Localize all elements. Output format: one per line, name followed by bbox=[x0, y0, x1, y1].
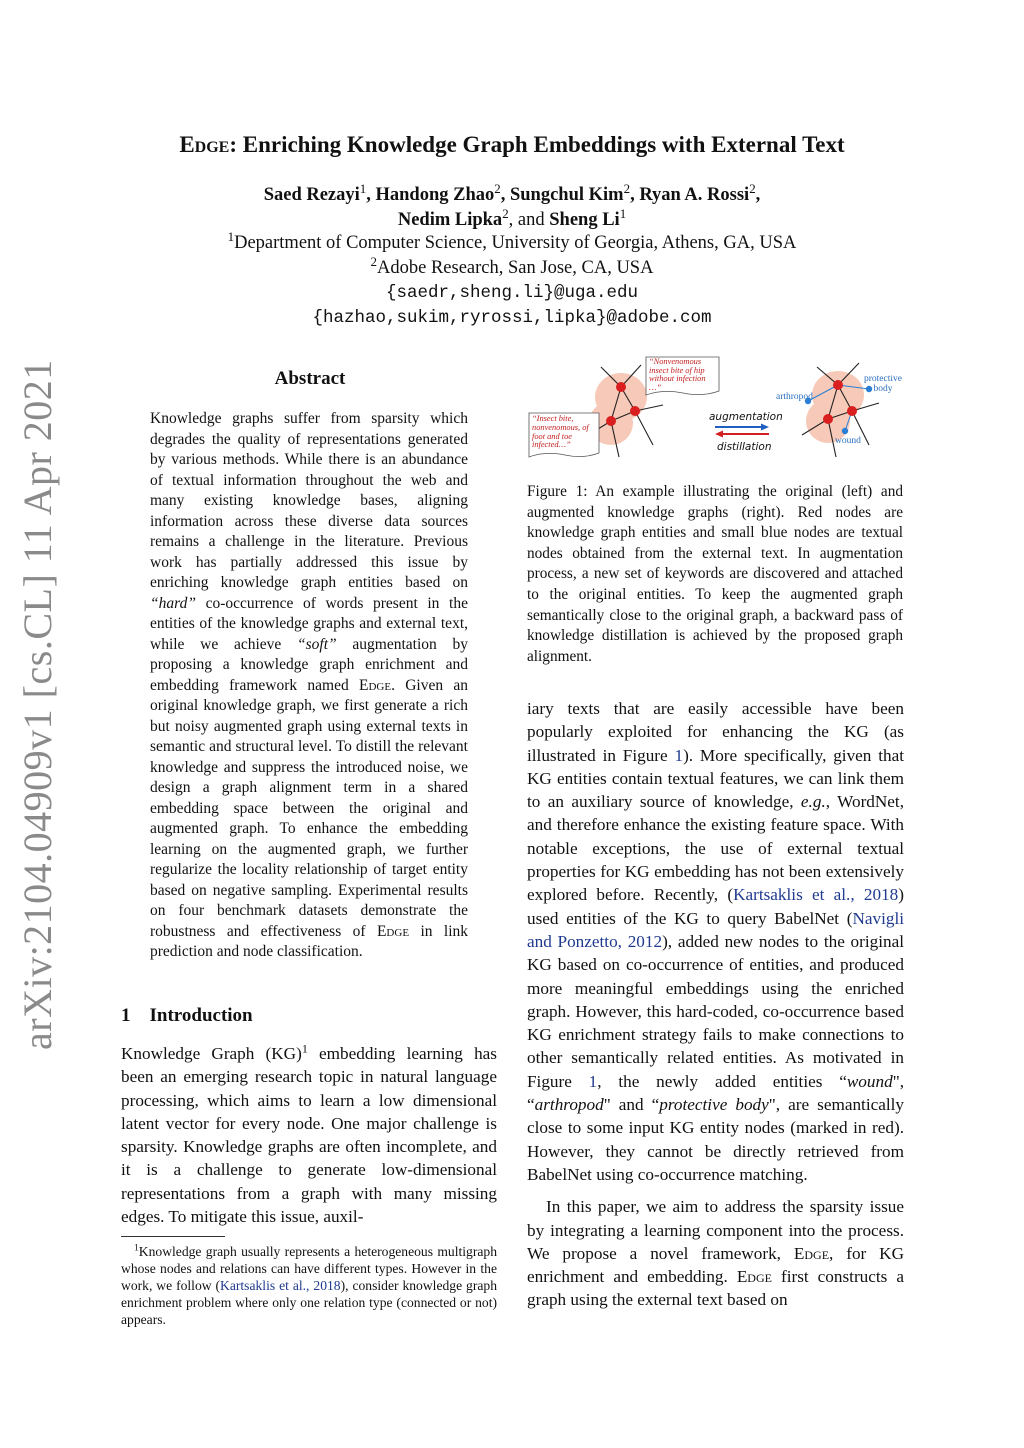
entity-node bbox=[823, 414, 833, 424]
affil-mark: 2 bbox=[502, 205, 509, 221]
section-title: Introduction bbox=[149, 1005, 253, 1026]
abstract-text: co-occurrence of words present in the entities of the knowledge graphs and external text, while we achieve bbox=[150, 594, 468, 653]
entity-node bbox=[847, 406, 857, 416]
body-edge: Edge bbox=[793, 1243, 830, 1263]
abstract-heading: Abstract bbox=[274, 368, 346, 389]
affiliation-1 bbox=[0, 228, 1024, 256]
body-emph: arthropod bbox=[534, 1095, 604, 1115]
text-note-top bbox=[646, 357, 719, 396]
distillation-arrowhead bbox=[715, 431, 723, 438]
abstract-edge: Edge bbox=[376, 922, 410, 940]
arthropod-label: arthropod bbox=[776, 392, 813, 402]
figure-caption: Figure 1: An example illustrating the original (left) and augmented knowledge graphs (right). Red nodes are knowledge graph entities and small blue nodes are textual nodes obtained from the external text. In augmentation process, a new set of keywords are discovered and attached to the original entities. To keep the augmented graph semantically close to the original graph, a backward pass of knowledge distillation is achieved by the proposed graph alignment. bbox=[527, 483, 903, 665]
entity-node bbox=[630, 406, 640, 416]
abstract-edge: Edge bbox=[359, 676, 392, 694]
author-name: Nedim Lipka bbox=[397, 210, 503, 230]
arxiv-stamp: arXiv:2104.04909v1 [cs.CL] 11 Apr 2021 bbox=[15, 359, 60, 1050]
abstract-text: . Given an original knowledge graph, we first generate a rich but noisy augmented graph using external texts in semantic and structural level. To distill the relevant knowledge and suppress the introduced noise, we design a graph alignment term in a shared embedding space between the original and augmented graph. To enhance the embedding learning on the augmented graph, we further regularize the locality relationship of target entity based on negative sampling. Experimental results on four benchmark datasets demonstrate the robustness and effectiveness of bbox=[150, 676, 469, 940]
protective-label: protective body bbox=[864, 375, 902, 394]
body-text: ), added new nodes to the original KG based on co-occurrence of entities, and produced more meaningful embeddings using the enriched graph. However, this hard-coded, co-occurrence based KG enrichment strategy fails to make connections to other semantically related entities. As motivated in Figure bbox=[527, 931, 904, 1091]
author-name: Ryan A. Rossi bbox=[639, 185, 750, 205]
author-name: Saed Rezayi bbox=[263, 185, 360, 205]
abstract-emph: “hard” bbox=[150, 594, 196, 612]
note-top-text: “Nonvenomous insect bite of hip without infection …” bbox=[649, 358, 706, 392]
figure-ref[interactable]: 1 bbox=[674, 745, 684, 765]
abstract-text: in link prediction and node classification. bbox=[150, 922, 469, 960]
section-heading bbox=[121, 1005, 253, 1027]
body-text: " and “ bbox=[603, 1095, 660, 1115]
affil-number: 1 bbox=[227, 228, 235, 244]
affil-mark: 2 bbox=[494, 180, 501, 196]
entity-node bbox=[833, 380, 843, 390]
footnote bbox=[121, 1243, 497, 1328]
body-text: , WordNet, and therefore enhance the existing feature space. With notable exceptions, the use of external textual properties for KG embedding has not been extensively explored before. Recently, ( bbox=[527, 792, 904, 905]
body-edge: Edge bbox=[736, 1267, 772, 1287]
affiliations bbox=[0, 228, 1024, 331]
abstract-text: augmentation by proposing a knowledge graph enrichment and embedding framework named bbox=[150, 635, 468, 694]
abstract-body bbox=[150, 409, 468, 963]
body-text: ", “ bbox=[527, 1071, 905, 1115]
footnote-number: 1 bbox=[134, 1243, 139, 1254]
body-text: , the newly added entities “ bbox=[597, 1071, 847, 1091]
author-list: Saed Rezayi$^1$, Handong Zhao$^2$, Sungchul Kim$^2$, Ryan A. Rossi$^2$, Nedim Lipka$^2$, and Sheng Li$^1$ bbox=[263, 180, 761, 230]
abstract-emph: “soft” bbox=[297, 635, 337, 653]
body-text: first constructs a graph using the external text based on bbox=[527, 1267, 904, 1310]
distillation-label: distillation bbox=[717, 441, 772, 453]
intro-paragraph bbox=[121, 1042, 497, 1228]
body-emph: wound bbox=[846, 1071, 893, 1091]
footnote-rule bbox=[121, 1236, 225, 1237]
body-text: ). More specifically, given that KG entities contain textual features, we can link them to an auxiliary source of knowledge, bbox=[527, 745, 904, 812]
author-and: and bbox=[517, 210, 545, 230]
email-2: {hazhao,sukim,ryrossi,lipka}@adobe.com bbox=[312, 308, 712, 328]
email-1: {saedr,sheng.li}@uga.edu bbox=[385, 283, 639, 303]
figure-1 bbox=[523, 353, 907, 471]
abstract-text: Knowledge graphs suffer from sparsity which degrades the quality of representations generated by various methods. While there is an abundance of textual information throughout the web and many existing knowledge bases, aligning information across these diverse data sources remains a challenge in the literature. Previous work has partially addressed this issue by enriching knowledge graph entities based on bbox=[150, 410, 468, 591]
footnote-text: Knowledge graph usually represents a heterogeneous multigraph whose nodes and relations can have different types. However in the work, we follow ( bbox=[121, 1244, 497, 1293]
figure-ref[interactable]: 1 bbox=[588, 1071, 598, 1091]
body-paragraph bbox=[527, 1195, 904, 1311]
affil-mark: 2 bbox=[623, 180, 631, 196]
body-text: ", are semantically close to some input KG entity nodes (marked in red). However, they cannot be directly retrieved from BabelNet using co-occurrence matching. bbox=[527, 1095, 904, 1184]
title-rest: : Enriching Knowledge Graph Embeddings with External Text bbox=[229, 132, 845, 157]
intro-text: Knowledge Graph (KG) bbox=[121, 1044, 302, 1063]
title-edge: Edge bbox=[179, 132, 230, 157]
author-name: Sungchul Kim bbox=[509, 185, 624, 205]
text-note-left bbox=[529, 413, 599, 457]
text-node-wound bbox=[842, 428, 848, 434]
entity-node bbox=[606, 416, 616, 426]
body-emph: protective body bbox=[659, 1095, 769, 1115]
affil-number: 2 bbox=[370, 253, 378, 269]
affil-mark: 2 bbox=[749, 180, 756, 196]
body-text: ) used entities of the KG to query BabelNet ( bbox=[527, 885, 905, 928]
right-column bbox=[527, 697, 904, 1312]
body-text: In this paper, we aim to address the sparsity issue by integrating a learning component into the process. We propose a novel framework, bbox=[527, 1197, 904, 1263]
citation-link[interactable]: Navigli and Ponzetto, 2012 bbox=[527, 908, 904, 951]
footnote-mark[interactable]: 1 bbox=[301, 1041, 308, 1056]
affil-text: Department of Computer Science, University of Georgia, Athens, GA, USA bbox=[234, 233, 797, 253]
citation-link[interactable]: Kartsaklis et al., 2018 bbox=[733, 885, 899, 905]
intro-text: embedding learning has been an emerging research topic in natural language processing, which aims to learn a low dimensional latent vector for every node. One major challenge is sparsity. Knowledge graphs are often incomplete, and it is a challenge to generate low-dimensional representations from a graph with many missing edges. To mitigate this issue, auxil- bbox=[121, 1044, 497, 1227]
entity-node bbox=[616, 382, 626, 392]
body-paragraph bbox=[527, 697, 904, 1186]
affil-mark: 1 bbox=[359, 180, 367, 196]
body-emph: e.g. bbox=[800, 792, 826, 812]
affil-text: Adobe Research, San Jose, CA, USA bbox=[377, 258, 654, 278]
augmentation-arrowhead bbox=[761, 424, 769, 431]
body-text: , for KG enrichment and embedding. bbox=[527, 1243, 904, 1287]
body-text: iary texts that are easily accessible have been popularly exploited for enhancing the KG (as illustrated in Figure bbox=[527, 699, 904, 765]
author-name: Handong Zhao bbox=[375, 185, 495, 205]
note-left-text: “Insect bite, nonvenomous, of foot and toe infected…” bbox=[532, 415, 589, 450]
augmentation-label: augmentation bbox=[709, 411, 783, 423]
author-name: Sheng Li bbox=[549, 210, 620, 230]
footnote-text: ), consider knowledge graph enrichment problem where only one relation type (connected or not) appears. bbox=[121, 1278, 497, 1327]
section-number: 1 bbox=[121, 1005, 131, 1026]
paper-title bbox=[0, 132, 1024, 158]
affiliation-2 bbox=[0, 253, 1024, 281]
wound-label: wound bbox=[835, 436, 861, 446]
affil-mark: 1 bbox=[619, 205, 627, 221]
citation-link[interactable]: Kartsaklis et al., 2018 bbox=[220, 1278, 341, 1293]
